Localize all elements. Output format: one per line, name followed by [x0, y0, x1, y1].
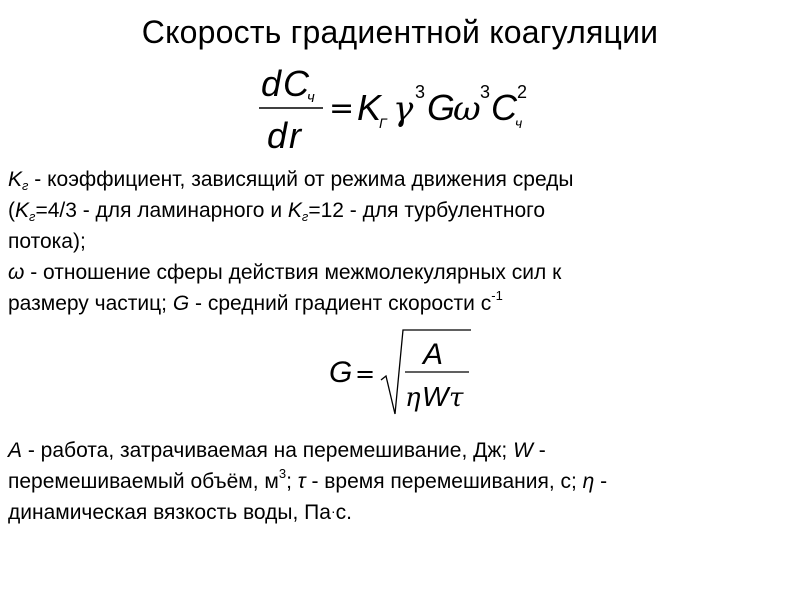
formula2-G: G [329, 356, 353, 389]
para1-line3: потока); [8, 230, 86, 253]
para2-line3: динамическая вязкость воды, Па·с. [8, 501, 352, 524]
para1-line2: ($K_г=4/3$ - для ламинарного и $K_г=12$ - для турбулентного [8, 199, 546, 224]
formula-G: G [427, 87, 456, 128]
coefficient-description [8, 164, 788, 319]
formula2-equals: = [355, 360, 376, 388]
formula-den-d: d [267, 115, 288, 156]
para1-line1: $K_г$ - коэффициент, зависящий от режима движения среды [8, 168, 574, 193]
formula2-eta: η [405, 383, 421, 413]
formula-num-C: C [283, 63, 309, 104]
formula-C: C [491, 87, 517, 128]
coagulation-rate-formula [255, 58, 555, 158]
formula-K: K [357, 87, 382, 128]
para1-line4: ω - отношение сферы действия межмолекулярных сил к [8, 261, 562, 284]
formula-den-r: r [289, 115, 301, 156]
para2-line1: A - работа, затрачиваемая на перемешивание, Дж; W - [8, 439, 546, 462]
formula2-W: W [422, 381, 449, 412]
formula-K-sub: Г [379, 115, 387, 131]
formula-equals: = [329, 91, 355, 126]
formula-omega-exp: 3 [480, 82, 491, 102]
formula-C-sub: ч [515, 115, 523, 131]
formula2-A: A [423, 338, 444, 371]
para2-line2: перемешиваемый объём, $м^3$; τ - время перемешивания, с; η - [8, 466, 608, 493]
page-title: Скорость градиентной коагуляции [141, 14, 659, 50]
formula-num-d: d [261, 63, 282, 104]
formula-omega: ω [453, 89, 481, 129]
para1-line5: размеру частиц; G - средний градиент скорости $с^{-1}$ [8, 288, 503, 315]
formula-gamma-exp: 3 [415, 82, 426, 102]
formula2-tau: τ [449, 383, 464, 413]
variables-description [8, 435, 788, 528]
formula-C-exp: 2 [517, 82, 528, 102]
velocity-gradient-formula [325, 326, 495, 418]
formula-gamma: γ [393, 89, 414, 129]
formula-num-sub: ч [307, 89, 315, 106]
